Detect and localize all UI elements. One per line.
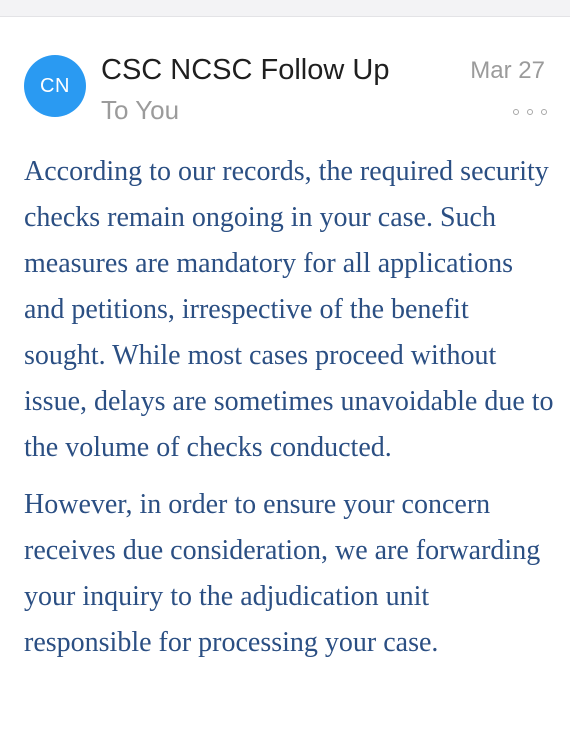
- more-dot: [513, 109, 519, 115]
- recipient-line: To You: [101, 95, 180, 125]
- top-bar: [0, 0, 570, 17]
- more-horizontal-icon[interactable]: [513, 105, 547, 119]
- body-paragraph: According to our records, the required security checks remain ongoing in your case. Such measures are mandatory for all applications and petitions, irrespective of the benefit sought. While most cases proceed without issue, delays are sometimes unavoidable due to the volume of checks conducted.: [24, 156, 554, 463]
- more-dot: [541, 109, 547, 115]
- sender-name[interactable]: CSC NCSC Follow Up: [101, 54, 390, 86]
- body-paragraph: However, in order to ensure your concern receives due consideration, we are forwarding your inquiry to the adjudication unit responsible for processing your case.: [24, 489, 541, 658]
- email-body: [24, 149, 554, 677]
- more-dot: [527, 109, 533, 115]
- email-date: Mar 27: [470, 57, 545, 84]
- avatar[interactable]: CN: [24, 55, 86, 117]
- email-header: [0, 17, 570, 137]
